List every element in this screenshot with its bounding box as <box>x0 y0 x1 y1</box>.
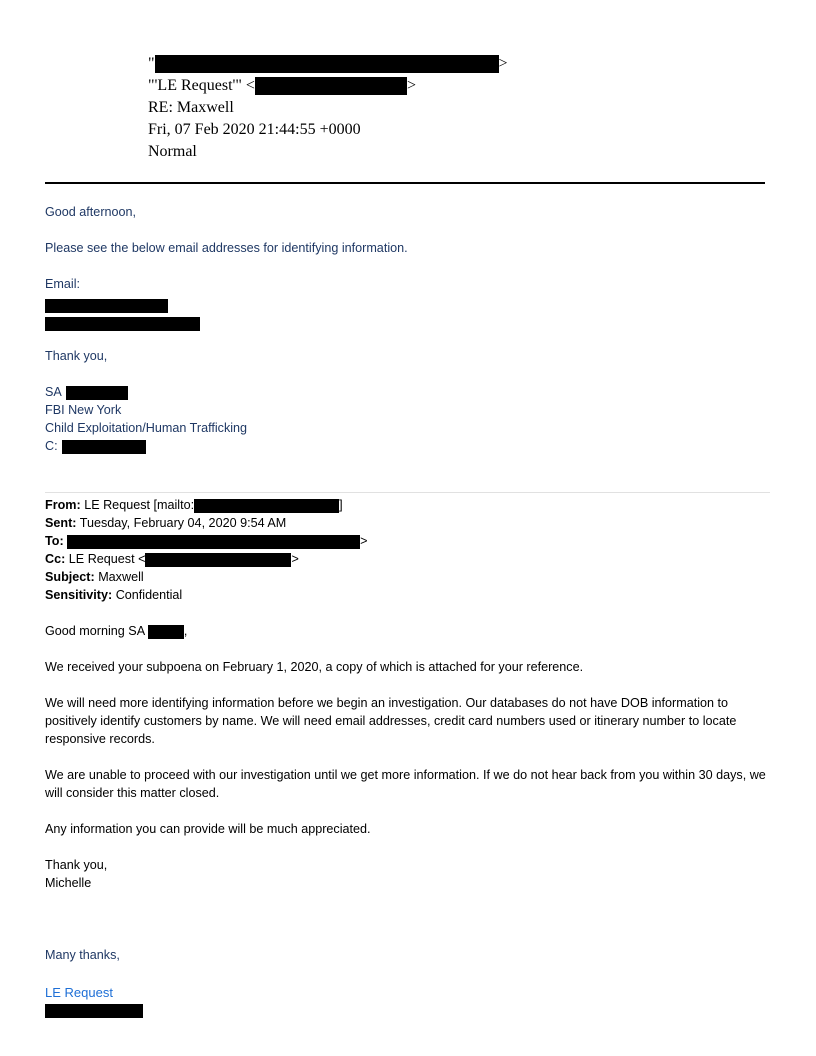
reply-greeting: Good afternoon, <box>45 205 137 219</box>
footer-name: LE Request <box>45 985 113 1000</box>
redaction-block <box>194 499 339 513</box>
original-subject-row <box>45 568 144 586</box>
original-closing: Thank you, <box>45 858 108 872</box>
subject-value: RE: Maxwell <box>148 99 234 116</box>
original-from-suffix: ] <box>339 498 343 512</box>
importance-value: Normal <box>148 143 197 160</box>
to-value: "'LE Request'" < <box>148 77 255 94</box>
original-greeting <box>45 622 187 640</box>
original-sensitivity-label: Sensitivity: <box>45 588 113 602</box>
redaction-block <box>67 535 360 549</box>
reply-line: Please see the below email addresses for identifying information. <box>45 241 408 255</box>
redaction-block <box>255 77 407 95</box>
header-divider <box>45 182 765 184</box>
original-subject-label: Subject: <box>45 570 95 584</box>
cell-label: C: <box>45 439 58 453</box>
original-from-value: LE Request [mailto: <box>84 498 195 512</box>
original-paragraph-1: We received your subpoena on February 1, 2020, a copy of which is attached for your reference. <box>45 660 584 674</box>
redaction-block <box>148 625 184 639</box>
redaction-block <box>66 386 128 400</box>
original-to-label: To: <box>45 534 64 548</box>
original-cc-value: LE Request < <box>68 552 146 566</box>
redaction-block <box>45 299 168 313</box>
signature-cell-line <box>45 437 146 455</box>
original-signer: Michelle <box>45 876 92 890</box>
original-sent-label: Sent: <box>45 516 77 530</box>
original-paragraph-3: We are unable to proceed with our investigation until we get more information. If we do not hear back from you within 30 days, we will consider this matter closed. <box>45 768 766 800</box>
original-to-row <box>45 532 368 550</box>
original-from-row <box>45 496 343 514</box>
signature-sa-line <box>45 383 128 401</box>
signature-prefix: SA <box>45 385 62 399</box>
original-cc-suffix: > <box>291 552 299 566</box>
email-label: Email: <box>45 277 80 291</box>
redaction-block <box>45 317 200 331</box>
signature-office: FBI New York <box>45 403 122 417</box>
original-cc-row <box>45 550 299 568</box>
greeting-suffix: , <box>183 624 188 638</box>
from-suffix: > <box>498 55 508 72</box>
date-value: Fri, 07 Feb 2020 21:44:55 +0000 <box>148 121 361 138</box>
original-sensitivity-row <box>45 586 182 604</box>
original-paragraph-4: Any information you can provide will be much appreciated. <box>45 822 371 836</box>
original-to-suffix: > <box>360 534 368 548</box>
redaction-block <box>62 440 146 454</box>
redaction-block <box>155 55 499 73</box>
reply-thanks: Thank you, <box>45 349 108 363</box>
redaction-block <box>145 553 291 567</box>
original-sensitivity-value: Confidential <box>115 588 183 602</box>
quoted-divider <box>45 492 770 493</box>
original-sent-value: Tuesday, February 04, 2020 9:54 AM <box>79 516 287 530</box>
original-paragraph-2: We will need more identifying information before we begin an investigation. Our databases do not have DOB information to positively identify customers by name. We will need email addresses, credit card numbers used or itinerary number to locate responsive records. <box>45 696 737 746</box>
signature-unit: Child Exploitation/Human Trafficking <box>45 421 248 435</box>
original-cc-label: Cc: <box>45 552 66 566</box>
redaction-block <box>45 1004 143 1018</box>
original-from-label: From: <box>45 498 81 512</box>
original-subject-value: Maxwell <box>98 570 144 584</box>
from-prefix: " <box>148 55 155 72</box>
footer-thanks: Many thanks, <box>45 948 120 962</box>
original-sent-row <box>45 514 286 532</box>
greeting-prefix: Good morning SA <box>45 624 145 638</box>
to-suffix: > <box>406 77 416 94</box>
